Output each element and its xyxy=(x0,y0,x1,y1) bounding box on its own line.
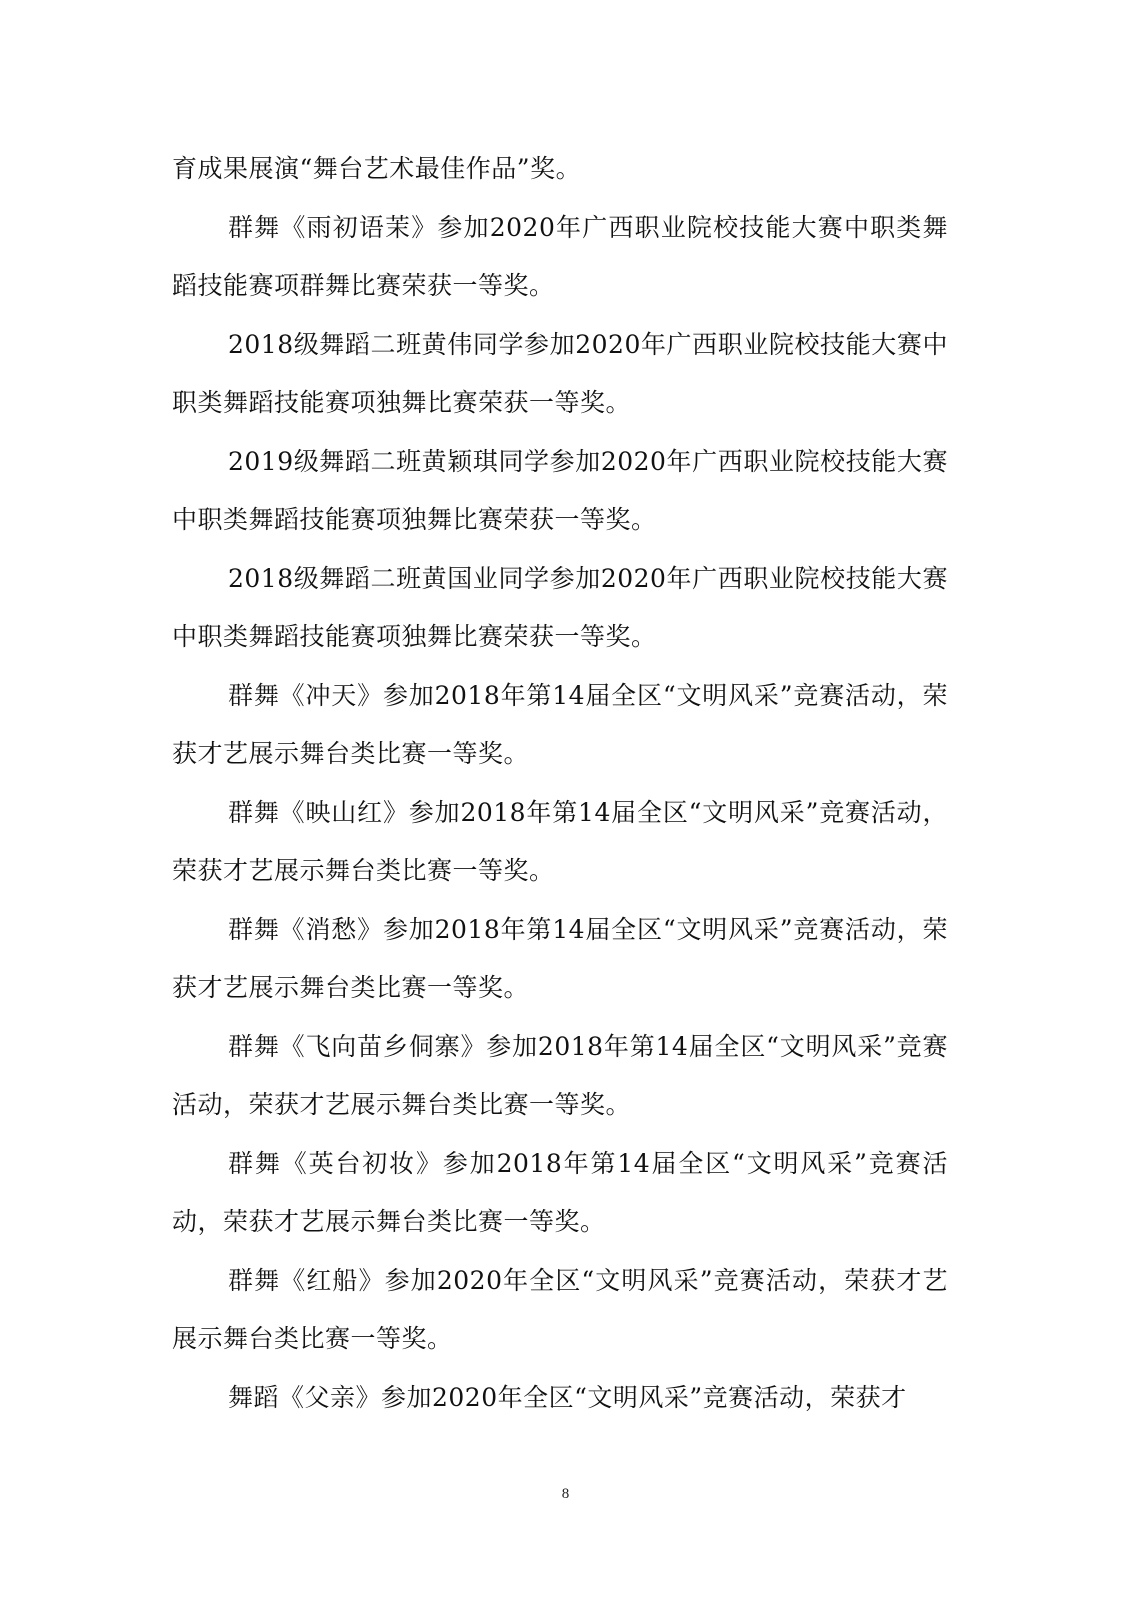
paragraph-award-huang-yingqi: 2019级舞蹈二班黄颖琪同学参加2020年广西职业院校技能大赛中职类舞蹈技能赛项独舞比赛荣获一等奖。 xyxy=(172,446,948,534)
page-number: 8 xyxy=(561,1486,570,1502)
paragraph-award-yuchu-yumo: 群舞《雨初语茉》参加2020年广西职业院校技能大赛中职类舞蹈技能赛项群舞比赛荣获一等奖。 xyxy=(172,212,948,300)
paragraph-continued: 育成果展演“舞台艺术最佳作品”奖。 xyxy=(172,154,582,183)
paragraph-award-fuqin: 舞蹈《父亲》参加2020年全区“文明风采”竞赛活动，荣获才 xyxy=(228,1382,907,1412)
paragraph-award-yingtai-chuzhuang: 群舞《英台初妆》参加2018年第14届全区“文明风采”竞赛活动，荣获才艺展示舞台类比赛一等奖。 xyxy=(172,1148,948,1236)
paragraph-award-hongchuan: 群舞《红船》参加2020年全区“文明风采”竞赛活动，荣获才艺展示舞台类比赛一等奖。 xyxy=(172,1265,948,1353)
paragraph-award-chongtian: 群舞《冲天》参加2018年第14届全区“文明风采”竞赛活动，荣获才艺展示舞台类比赛一等奖。 xyxy=(172,680,948,768)
paragraph-award-huang-guoye: 2018级舞蹈二班黄国业同学参加2020年广西职业院校技能大赛中职类舞蹈技能赛项独舞比赛荣获一等奖。 xyxy=(172,563,948,651)
paragraph-award-yingshanhong: 群舞《映山红》参加2018年第14届全区“文明风采”竞赛活动，荣获才艺展示舞台类比赛一等奖。 xyxy=(172,797,948,885)
paragraph-award-xiaochou: 群舞《消愁》参加2018年第14届全区“文明风采”竞赛活动，荣获才艺展示舞台类比赛一等奖。 xyxy=(172,914,948,1002)
page-body xyxy=(172,140,948,1427)
paragraph-award-huang-wei: 2018级舞蹈二班黄伟同学参加2020年广西职业院校技能大赛中职类舞蹈技能赛项独舞比赛荣获一等奖。 xyxy=(172,329,948,417)
paragraph-award-feixiang-miaoxiang: 群舞《飞向苗乡侗寨》参加2018年第14届全区“文明风采”竞赛活动，荣获才艺展示舞台类比赛一等奖。 xyxy=(172,1031,948,1119)
